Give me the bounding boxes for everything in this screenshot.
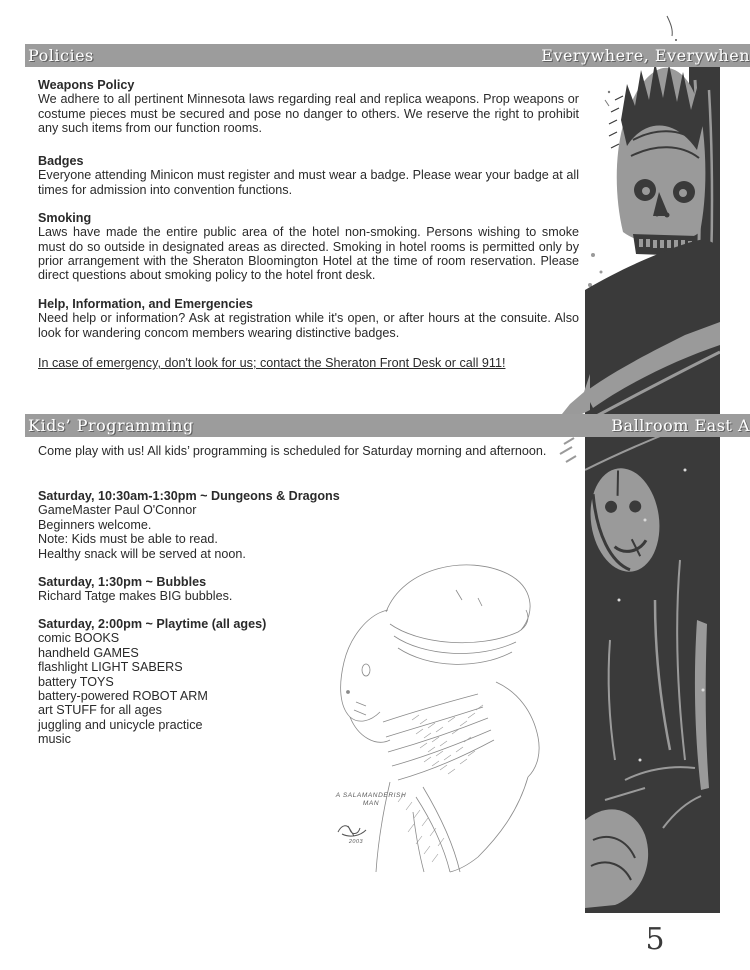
event-title: Saturday, 10:30am-1:30pm ~ Dungeons & Dragons bbox=[38, 489, 340, 503]
kids-programming-header-bar bbox=[25, 414, 750, 437]
ghoul-artwork-image bbox=[585, 0, 720, 913]
emergency-note: In case of emergency, don't look for us; contact the Sheraton Front Desk or call 911! bbox=[38, 356, 506, 370]
policies-header-bar bbox=[25, 44, 750, 67]
event-line: Healthy snack will be served at noon. bbox=[38, 546, 246, 561]
sketch-caption-line2: MAN bbox=[362, 800, 380, 807]
kids-bar-location: Ballroom East A bbox=[611, 416, 750, 435]
event-line: comic BOOKS bbox=[38, 631, 120, 646]
section-body: Everyone attending Minicon must register and must wear a badge. Please wear your badge at all times for admission into convention functions. bbox=[38, 168, 579, 197]
section-title: Badges bbox=[38, 154, 84, 168]
event-line: juggling and unicycle practice bbox=[38, 717, 203, 732]
event-line: music bbox=[38, 732, 71, 747]
event-line: GameMaster Paul O'Connor bbox=[38, 503, 197, 518]
event-line: flashlight LIGHT SABERS bbox=[38, 660, 183, 675]
event-bubbles bbox=[38, 575, 579, 604]
event-line: Richard Tatge makes BIG bubbles. bbox=[38, 589, 233, 604]
scratch-mark bbox=[667, 16, 672, 36]
event-dungeons-and-dragons bbox=[38, 489, 579, 561]
section-title: Help, Information, and Emergencies bbox=[38, 297, 253, 311]
policies-bar-title: Policies bbox=[28, 46, 94, 65]
sketch-caption-line1: A SALAMANDERISH bbox=[335, 792, 407, 799]
event-line: Beginners welcome. bbox=[38, 517, 152, 532]
event-line: handheld GAMES bbox=[38, 645, 139, 660]
sketch-signature-year: 2003 bbox=[348, 839, 364, 845]
section-title: Weapons Policy bbox=[38, 78, 135, 92]
event-line: battery-powered ROBOT ARM bbox=[38, 689, 208, 704]
event-line: battery TOYS bbox=[38, 674, 114, 689]
section-smoking bbox=[38, 211, 579, 282]
policies-bar-location: Everywhere, Everywhen bbox=[541, 46, 750, 65]
section-body: We adhere to all pertinent Minnesota laws regarding real and replica weapons. Prop weapons or costume pieces must be secured and pose no danger to others. We reserve the right to prohibit any such items from our function rooms. bbox=[38, 92, 579, 135]
event-line: art STUFF for all ages bbox=[38, 703, 162, 718]
section-body: Laws have made the entire public area of the hotel non-smoking. Persons wishing to smoke must do so outside in designated areas as directed. Smoking in hotel rooms is permitted only by prior arrangement with the Sheraton Bloomington Hotel at the time of room reservation. Please direct questions about smoking policy to the hotel front desk. bbox=[38, 225, 579, 283]
event-line: Note: Kids must be able to read. bbox=[38, 532, 218, 547]
artist-signature-icon bbox=[334, 820, 374, 840]
kids-bar-title: Kids’ Programming bbox=[28, 416, 194, 435]
event-title: Saturday, 2:00pm ~ Playtime (all ages) bbox=[38, 617, 267, 631]
event-playtime bbox=[38, 617, 579, 747]
section-badges bbox=[38, 154, 579, 197]
section-weapons-policy bbox=[38, 78, 579, 135]
section-help-info-emergencies bbox=[38, 297, 579, 340]
kids-intro-text: Come play with us! All kids’ programming is scheduled for Saturday morning and afternoon. bbox=[38, 444, 547, 458]
section-body: Need help or information? Ask at registration while it's open, or after hours at the consuite. Also look for wandering concom members wearing distinctive badges. bbox=[38, 311, 579, 340]
sketch-caption bbox=[329, 792, 413, 808]
section-title: Smoking bbox=[38, 211, 92, 225]
event-title: Saturday, 1:30pm ~ Bubbles bbox=[38, 575, 207, 589]
page-number: 5 bbox=[645, 922, 665, 957]
